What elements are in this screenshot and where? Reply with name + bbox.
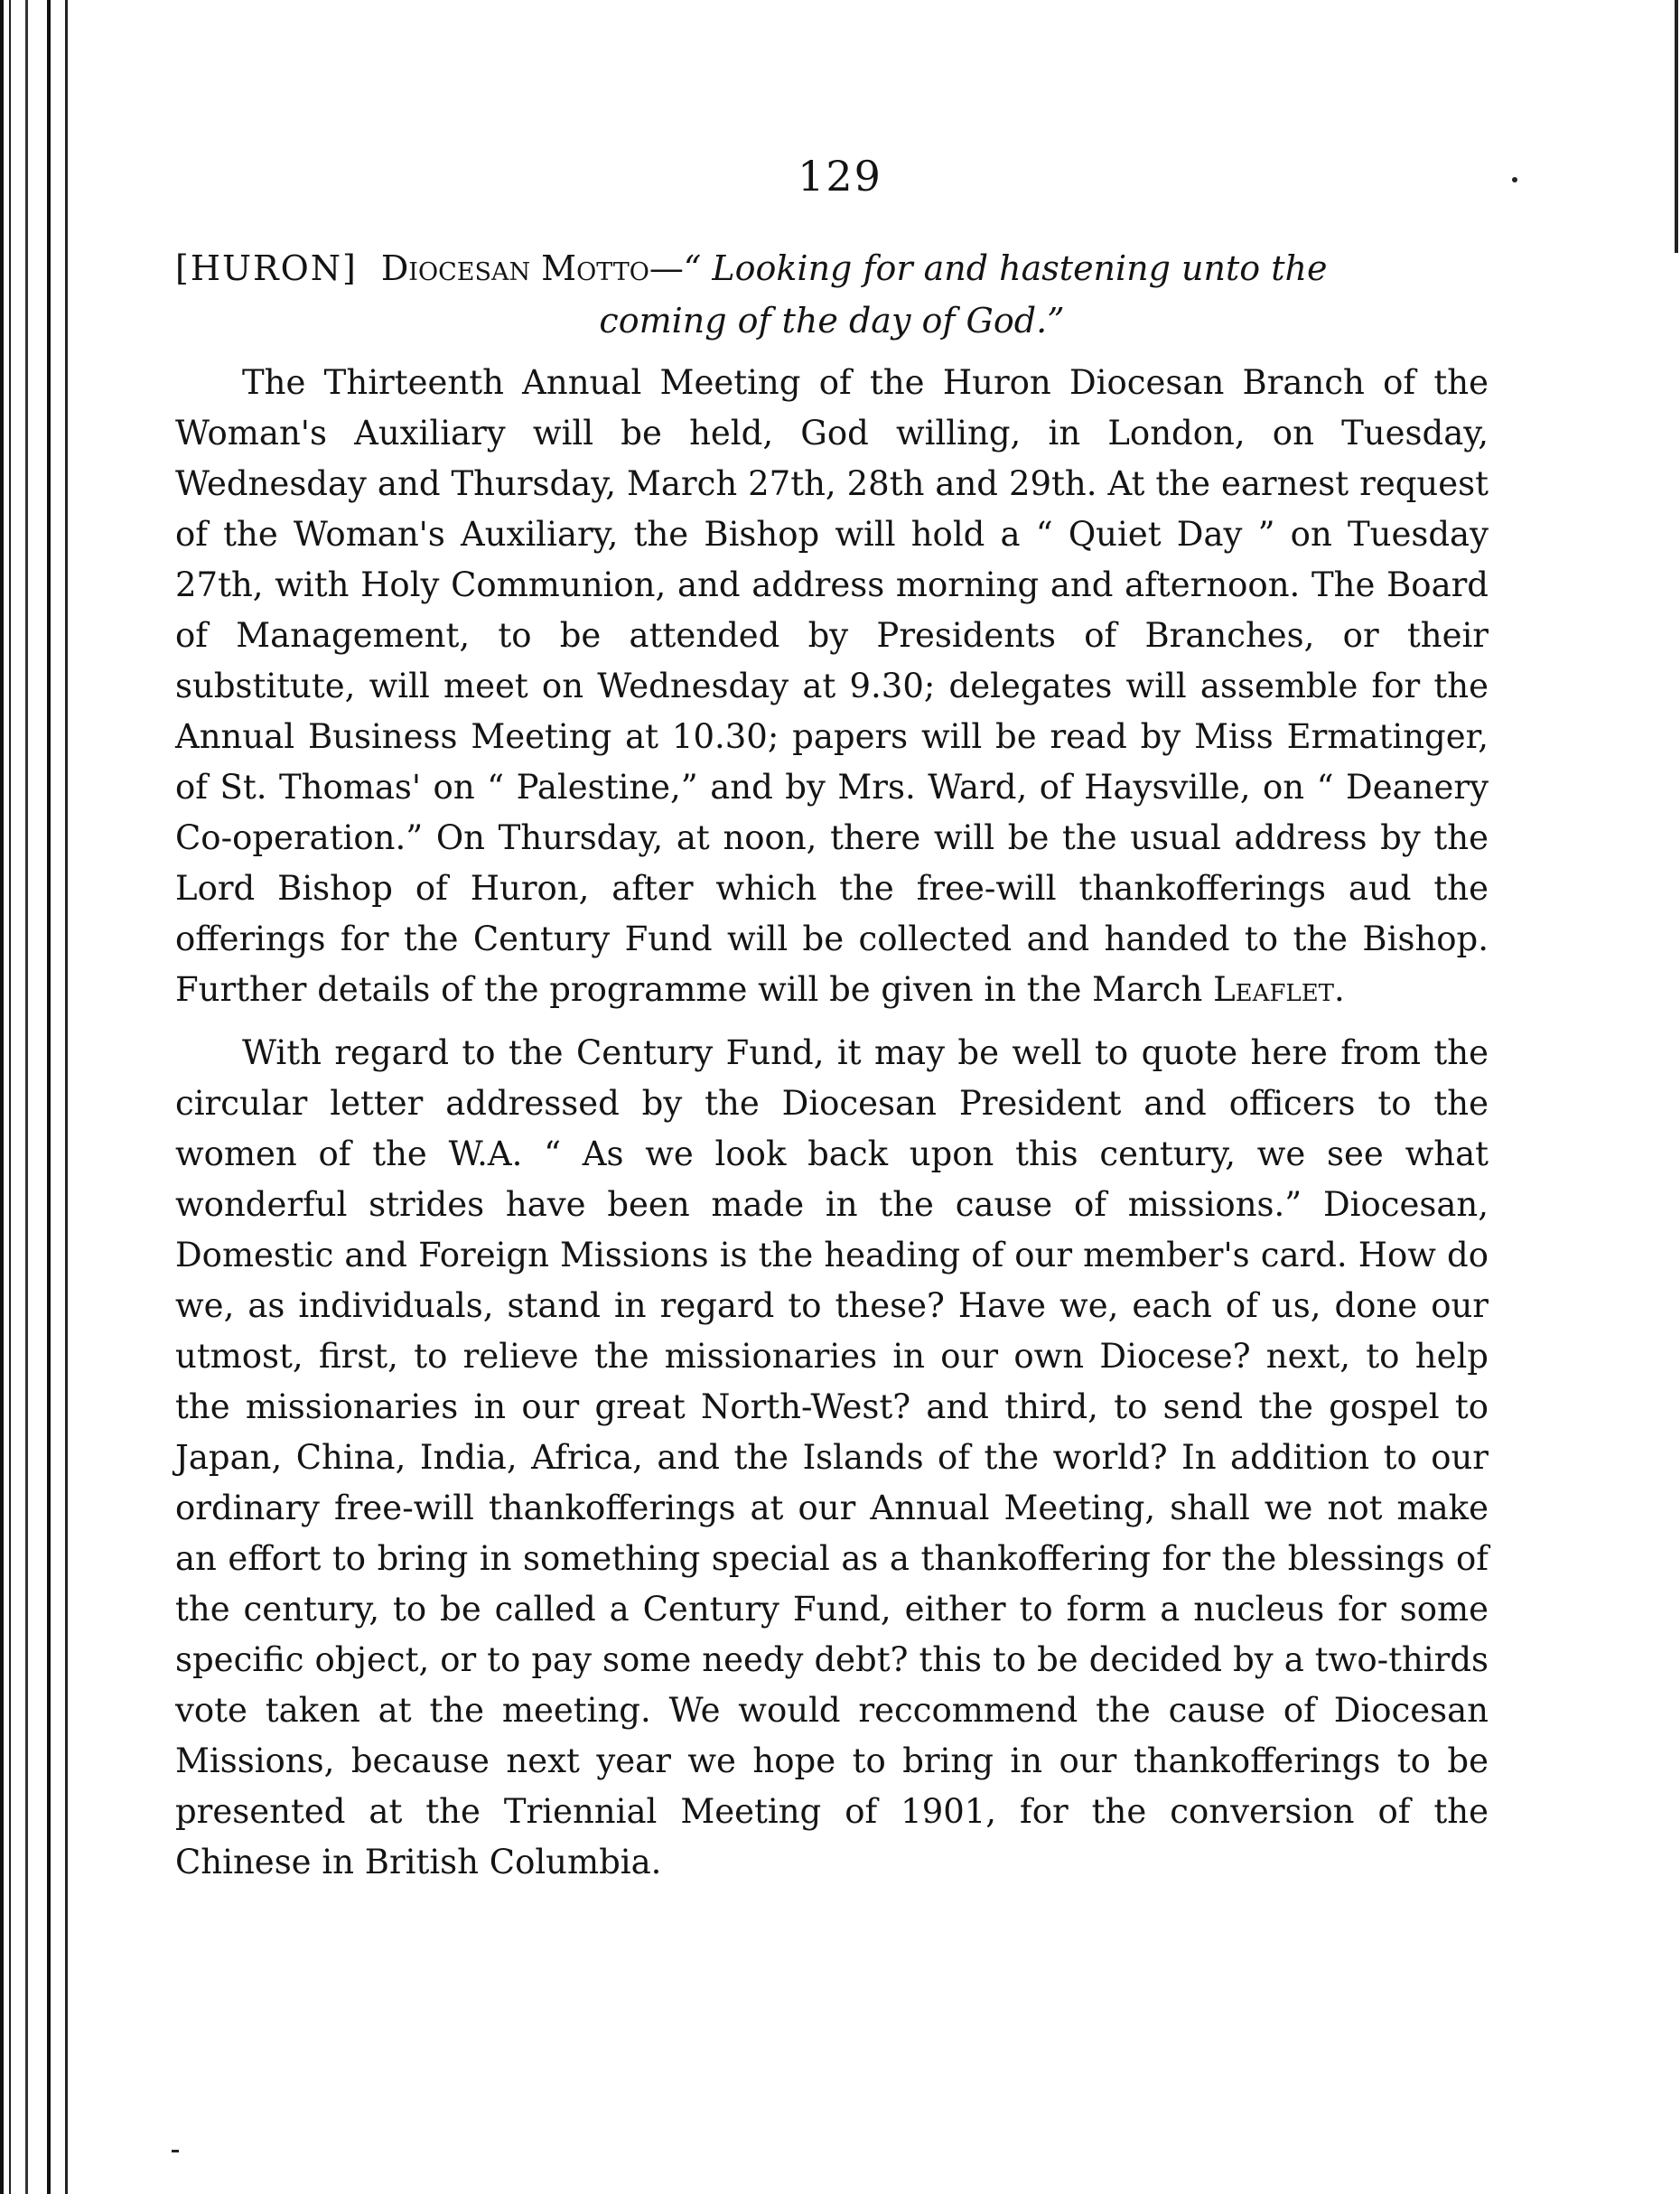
leaflet-reference: Leaflet [1213, 970, 1335, 1009]
diocesan-motto-heading [175, 242, 1489, 347]
page-number: 129 [798, 152, 882, 201]
paragraph-annual-meeting [175, 358, 1489, 1015]
motto-text-continued: coming of the day of God.” [599, 301, 1065, 341]
paragraph-century-fund: With regard to the Century Fund, it may be well to quote here from the circular letter addressed by the Diocesan President and officers to the women of the W.A. “ As we look back upon this century, we see what wonderful strides have been made in the cause of missions.” Diocesan, Domestic and Foreign Missions is the heading of our member's card. How do we, as individuals, stand in regard to these? Have we, each of us, done our utmost, first, to relieve the missionaries in our own Diocese? next, to help the missionaries in our great North-West? and third, to send the gospel to Japan, China, India, Africa, and the Islands of the world? In addition to our ordinary free-will thankofferings at our Annual Meeting, shall we not make an effort to bring in something special as a thankoffering for the blessings of the century, to be called a Century Fund, either to form a nucleus for some specific object, or to pay some needy debt? this to be decided by a two-thirds vote taken at the meeting. We would reccommend the cause of Diocesan Missions, because next year we hope to bring in our thankofferings to be presented at the Triennial Meeting of 1901, for the conversion of the Chinese in British Columbia. [175, 1033, 1489, 1881]
scanned-binding-edge [0, 0, 78, 2194]
page-body [175, 358, 1489, 1888]
scan-edge-marks [1675, 0, 1678, 253]
paragraph-end: . [1334, 970, 1345, 1009]
paragraph-text: The Thirteenth Annual Meeting of the Huron Diocesan Branch of the Woman's Auxiliary will be held, God willing, in London, on Tuesday, Wednesday and Thursday, March 27th, 28th and 29th. At the earnest request of the Woman's Auxiliary, the Bishop will hold a “ Quiet Day ” on Tuesday 27th, with Holy Communion, and address morning and afternoon. The Board of Management, to be attended by Presidents of Branches, or their substitute, will meet on Wednesday at 9.30; delegates will assemble for the Annual Business Meeting at 10.30; papers will be read by Miss Ermatinger, of St. Thomas' on “ Palestine,” and by Mrs. Ward, of Haysville, on “ Deanery Co-operation.” On Thursday, at noon, there will be the usual address by the Lord Bishop of Huron, after which the free-will thankofferings aud the offerings for the Century Fund will be collected and handed to the Bishop. Further details of the programme will be given in the March [175, 363, 1489, 1009]
motto-label: Diocesan Motto— [380, 248, 684, 288]
motto-text: “ Looking for and hastening unto the [683, 248, 1328, 288]
scan-speck [172, 2150, 179, 2152]
heading-line-1 [175, 242, 1489, 294]
diocese-label: [HURON] [175, 248, 358, 288]
